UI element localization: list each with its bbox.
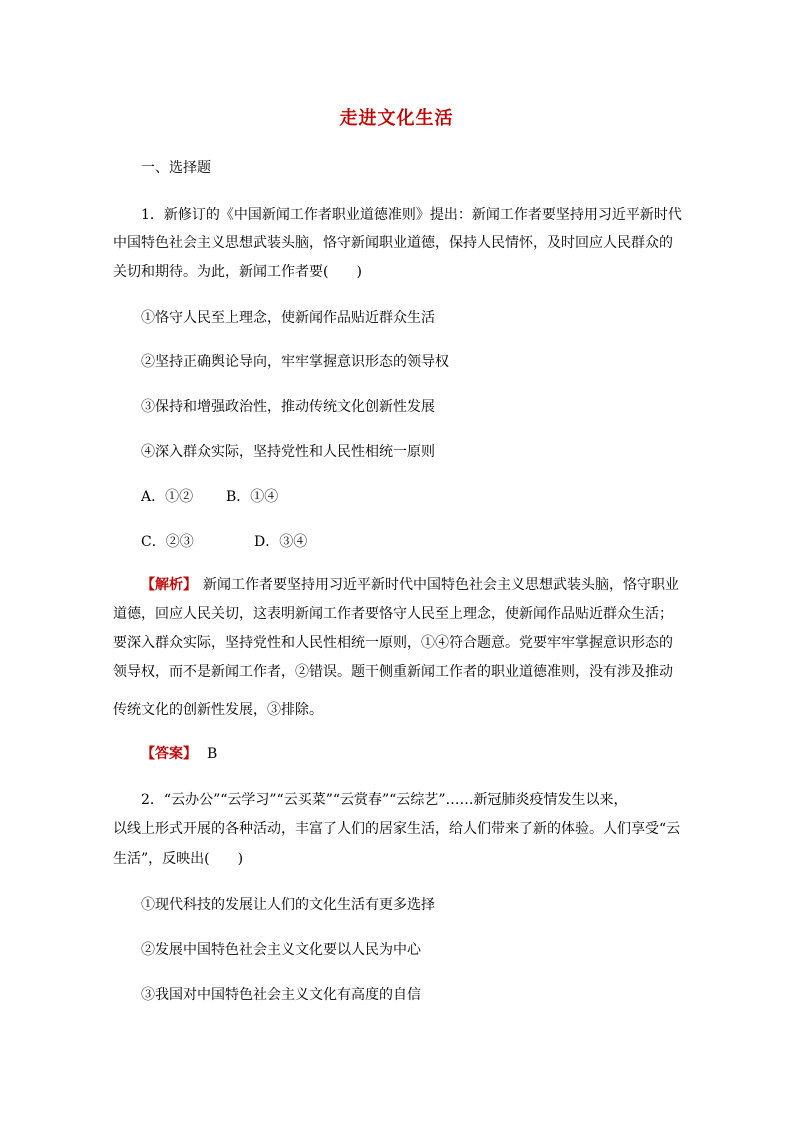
q2-stem-line-3: 生活”，反映出( ) [113,851,244,867]
q1-stem-line-3: 关切和期待。为此，新闻工作者要( ) [113,264,362,280]
section-heading: 一、选择题 [141,160,211,176]
q1-choice-a: A．①② [141,489,194,505]
q1-answer-line [141,744,217,764]
q1-analysis-line-3: 要深入群众实际，坚持党性和人民性相统一原则，①④符合题意。党要牢牢掌握意识形态的 [113,635,673,651]
q1-option-3: ③保持和增强政治性，推动传统文化创新性发展 [141,399,435,415]
q2-option-3: ③我国对中国特色社会主义文化有高度的自信 [141,987,421,1003]
answer-tag: 【答案】 [141,746,197,762]
q1-option-2: ②坚持正确舆论导向，牢牢掌握意识形态的领导权 [141,354,449,370]
q2-option-1: ①现代科技的发展让人们的文化生活有更多选择 [141,897,435,913]
q2-stem-line-2: 以线上形式开展的各种活动，丰富了人们的居家生活，给人们带来了新的体验。人们享受“云 [113,821,681,837]
q1-choice-d: D．③④ [254,534,308,550]
q1-option-4: ④深入群众实际，坚持党性和人民性相统一原则 [141,444,435,460]
q1-choice-c: C．②③ [141,534,194,550]
q1-choice-b: B．①④ [226,489,279,505]
q1-analysis-line-2: 道德，回应人民关切，这表明新闻工作者要恪守人民至上理念，使新闻作品贴近群众生活； [113,606,673,622]
q2-option-2: ②发展中国特色社会主义文化要以人民为中心 [141,942,421,958]
q1-stem-line-1: 1．新修订的《中国新闻工作者职业道德准则》提出：新闻工作者要坚持用习近平新时代 [141,207,682,223]
q2-stem-line-1: 2．“云办公”“云学习”“云买菜”“云赏春”“云综艺”……新冠肺炎疫情发生以来， [141,792,628,808]
answer-value: B [207,746,218,762]
analysis-tag: 【解析】 [141,577,197,593]
q1-analysis-line-4: 领导权，而不是新闻工作者，②错误。题干侧重新闻工作者的职业道德准则，没有涉及推动 [113,664,673,680]
document-title: 走进文化生活 [339,108,454,129]
q1-option-1: ①恪守人民至上理念，使新闻作品贴近群众生活 [141,310,435,326]
q1-analysis-line-5: 传统文化的创新性发展，③排除。 [113,702,323,718]
q1-analysis-line-1 [141,575,679,595]
q1-stem-line-2: 中国特色社会主义思想武装头脑，恪守新闻职业道德，保持人民情怀，及时回应人民群众的 [113,235,673,251]
analysis-text-1: 新闻工作者要坚持用习近平新时代中国特色社会主义思想武装头脑，恪守职业 [203,577,679,593]
